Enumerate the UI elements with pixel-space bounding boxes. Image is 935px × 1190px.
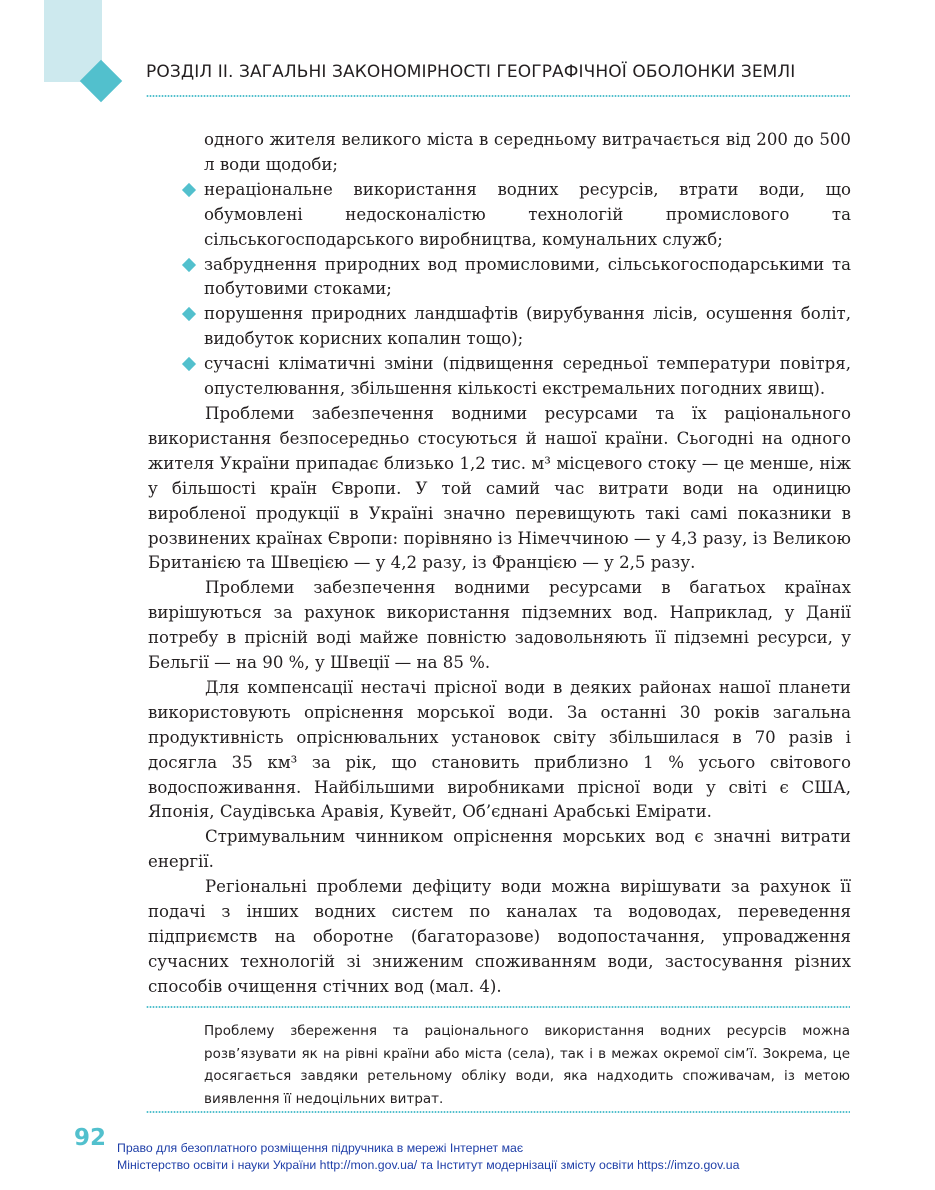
paragraph: Регіональні проблеми дефіциту води можна вирішувати за рахунок її подачі з інших водних систем по каналах та водоводах, переведення підприємств на оборотне (багаторазове) водопостачання, упровадження сучасних технологій зі зниженим споживанням води, застосування різних способів очищення стічних вод (мал. 4).: [148, 877, 851, 996]
bullet-text: сучасні кліматичні зміни (підвищення середньої температури повітря, опустелювання, збільшення кількості екстремальних погодних явищ).: [204, 354, 851, 399]
bullet-text: забруднення природних вод промисловими, сільськогосподарськими та побутовими стоками;: [204, 254, 851, 299]
bullet-item: [148, 302, 851, 352]
bullet-text: нераціональне використання водних ресурсів, втрати води, що обумовлені недосконалістю технологій промислового та сільськогосподарського виробництва, комунальних служб;: [204, 179, 851, 249]
paragraph: Стримувальним чинником опріснення морських вод є значні витрати енергії.: [148, 827, 851, 872]
main-text: [148, 128, 851, 1000]
note-bottom-dotted-rule: [146, 1110, 850, 1114]
page-number: 92: [74, 1125, 107, 1151]
bullet-list: [148, 178, 851, 402]
paragraph: Для компенсації нестачі прісної води в деяких районах нашої планети використовують опріснення морської води. За останні 30 років загальна продуктивність опріснювальних установок світу збільшилася в 70 разів і досягла 35 км³ за рік, що становить приблизно 1 % усього світового водоспоживання. Найбільшими виробниками прісної води у світі є США, Японія, Саудівська Аравія, Кувейт, Об’єднані Арабські Емірати.: [148, 677, 851, 822]
diamond-bullet-icon: [182, 357, 196, 371]
bullet-item: [148, 352, 851, 402]
bullet-text: порушення природних ландшафтів (вирубування лісів, осушення боліт, видобуток корисних копалин тощо);: [204, 304, 851, 349]
header-dotted-rule: [146, 94, 850, 98]
running-title: РОЗДІЛ ІІ. ЗАГАЛЬНІ ЗАКОНОМІРНОСТІ ГЕОГРАФІЧНОЇ ОБОЛОНКИ ЗЕМЛІ: [146, 62, 796, 82]
diamond-bullet-icon: [182, 307, 196, 321]
footer: [117, 1140, 739, 1174]
paragraph: Проблеми забезпечення водними ресурсами та їх раціонального використання безпосередньо стосуються й нашої країни. Сьогодні на одного жителя України припадає близько 1,2 тис. м³ місцевого стоку — це менше, ніж у більшості країн Європи. У той самий час витрати води на одиницю виробленої продукції в Україні значно перевищують такі самі показники в розвинених країнах Європи: порівняно із Німеччиною — у 4,3 разу, із Великою Британією та Швецією — у 4,2 разу, із Францією — у 2,5 разу.: [148, 403, 851, 573]
note-box: Проблему збереження та раціонального використання водних ресурсів можна розв’язувати як на рівні країни або міста (села), так і в межах окремої сім’ї. Зокрема, це досягається завдяки ретельному обліку води, яка надходить споживачам, із метою виявлення її недоцільних витрат.: [204, 1023, 850, 1107]
paragraph: Проблеми забезпечення водними ресурсами в багатьох країнах вирішуються за рахунок використання підземних вод. Наприклад, у Данії потребу в прісній воді майже повністю задовольняють її підземні ресурси, у Бельгії — на 90 %, у Швеції — на 85 %.: [148, 578, 851, 673]
diamond-bullet-icon: [182, 183, 196, 197]
diamond-bullet-icon: [182, 257, 196, 271]
note-top-dotted-rule: [146, 1005, 850, 1009]
bullet-item: [148, 178, 851, 253]
bullet-item: [148, 253, 851, 303]
footer-line: Міністерство освіти і науки України http://mon.gov.ua/ та Інститут модернізації змісту освіти https://imzo.gov.ua: [117, 1158, 740, 1172]
continued-line: одного жителя великого міста в середньому витрачається від 200 до 500 л води щодоби;: [204, 130, 851, 174]
footer-line: Право для безоплатного розміщення підручника в мережі Інтернет має: [117, 1141, 524, 1155]
